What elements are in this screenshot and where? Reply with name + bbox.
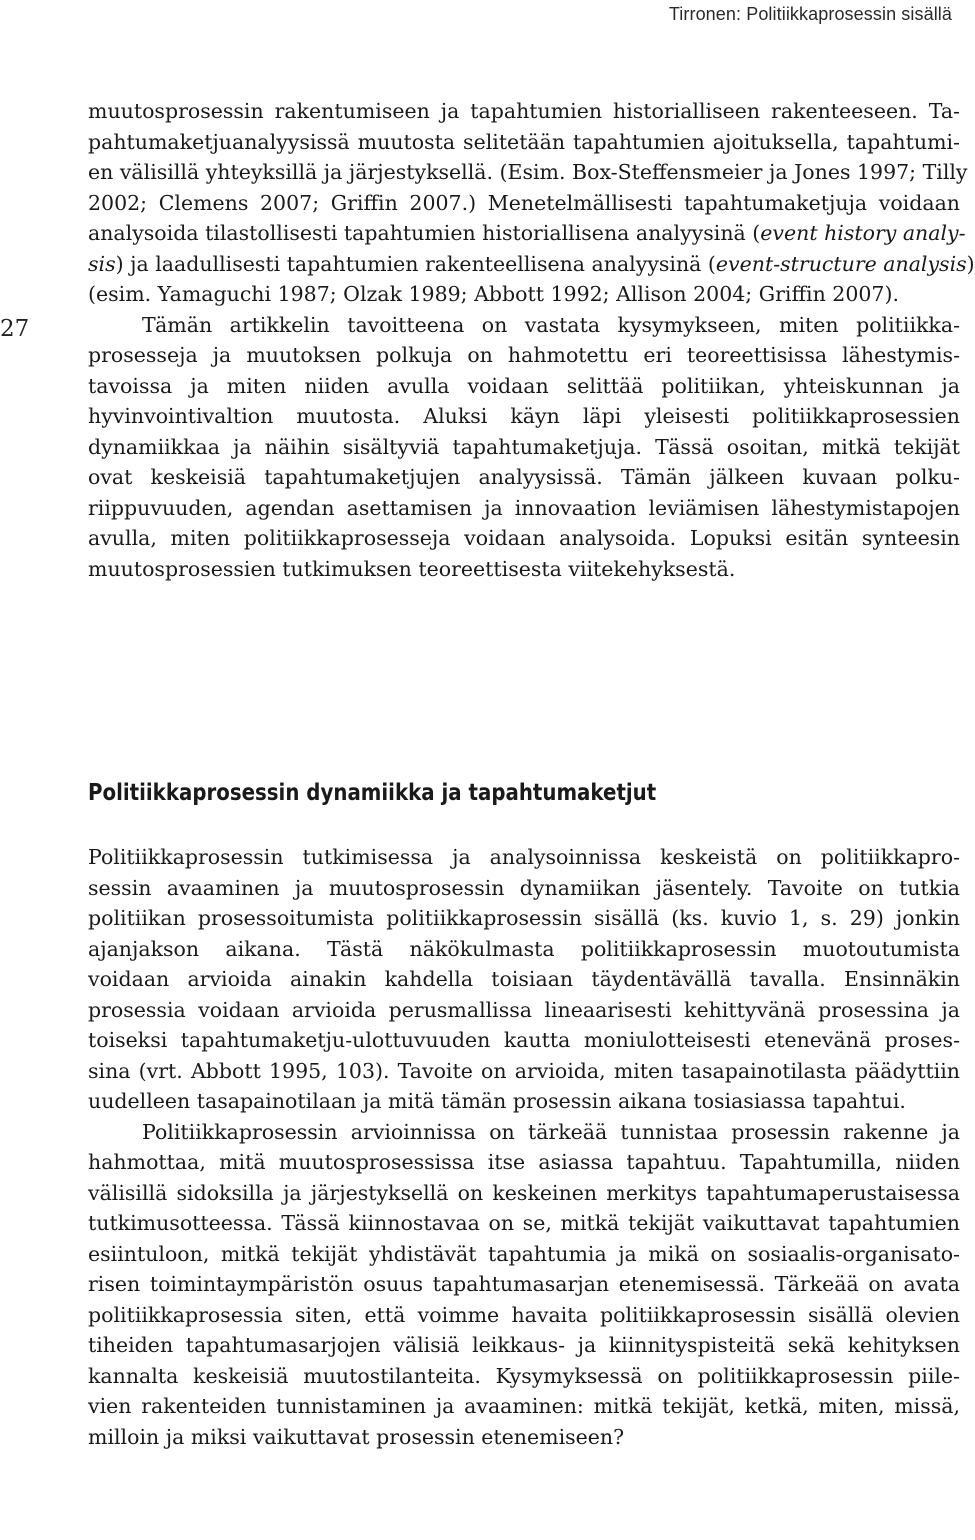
text-line: Politiikkaprosessin tutkimisessa ja analysoinnissa keskeistä on politiikkapro- [88,845,960,869]
running-header: Tirronen: Politiikkaprosessin sisällä [668,4,952,24]
text-line: Politiikkaprosessin arvioinnissa on tärkeää tunnistaa prosessin rakenne ja [142,1119,960,1144]
italic-term: event-structure analysis [715,251,967,276]
text-line: 2002; Clemens 2007; Griffin 2007.) Menetelmällisesti tapahtumaketjuja voidaan [88,190,960,215]
text-line: (esim. Yamaguchi 1987; Olzak 1989; Abbott 1992; Allison 2004; Griffin 2007). [88,282,899,306]
text-line [88,249,975,280]
text-line: toiseksi tapahtumaketju-ulottuvuuden kautta moniulotteisesti etenevänä proses- [88,1028,960,1052]
text-line: en välisillä yhteyksillä ja järjestyksellä. (Esim. Box-Steffensmeier ja Jones 1997; Tilly [88,160,968,184]
body-text-top [88,96,975,584]
section-heading: Politiikkaprosessin dynamiikka ja tapahtumaketjut [88,780,657,806]
text-line: politiikkaprosessia siten, että voimme havaita politiikkaprosessin sisällä olevien [88,1302,960,1327]
text-line: prosessia voidaan arvioida perusmallissa lineaarisesti kehittyvänä prosessina ja [88,997,960,1022]
text-line: pahtumaketjuanalyysissä muutosta selitetään tapahtumien ajoituksella, tapahtumi- [88,129,960,154]
text-line: milloin ja miksi vaikuttavat prosessin etenemiseen? [88,1424,625,1449]
text-line: esiintuloon, mitkä tekijät yhdistävät tapahtumia ja mikä on sosiaalis-organisato- [88,1241,960,1266]
text-line: riippuvuuden, agendan asettamisen ja innovaation leviämisen lähestymistapojen [88,495,960,520]
text-line: voidaan arvioida ainakin kahdella toisiaan täydentävällä tavalla. Ensinnäkin [88,967,960,991]
text-line: tiheiden tapahtumasarjojen välisiä leikkaus- ja kiinnityspisteitä sekä kehityksen [88,1333,960,1357]
text-line: Tämän artikkelin tavoitteena on vastata kysymykseen, miten politiikka- [142,312,960,337]
text-line: risen toimintaympäristön osuus tapahtumasarjan etenemisessä. Tärkeää on avata [88,1272,960,1296]
text-line: avulla, miten politiikkaprosesseja voidaan analysoida. Lopuksi esitän synteesin [88,526,960,550]
text-line: vien rakenteiden tunnistaminen ja avaaminen: mitkä tekijät, ketkä, miten, missä, [88,1394,960,1418]
text-run: analysoida tilastollisesti tapahtumien historiallisena analyysinä ( [88,221,761,245]
italic-term: sis [88,251,116,276]
text-line: kannalta keskeisiä muutostilanteita. Kysymyksessä on politiikkaprosessin piile- [88,1363,960,1388]
text-line: muutosprosessien tutkimuksen teoreettisesta viitekehyksestä. [88,556,736,581]
text-line: prosesseja ja muutoksen polkuja on hahmotettu eri teoreettisissa lähestymis- [88,343,960,367]
text-line: hahmottaa, mitä muutosprosessissa itse asiassa tapahtuu. Tapahtumilla, niiden [88,1150,960,1174]
text-line: hyvinvointivaltion muutosta. Aluksi käyn läpi yleisesti politiikkaprosessien [88,404,960,428]
text-line: muutosprosessin rakentumiseen ja tapahtumien historialliseen rakenteeseen. Ta- [88,99,960,123]
text-line: uudelleen tasapainotilaan ja mitä tämän prosessin aikana tosiasiassa tapahtui. [88,1089,906,1113]
text-line [88,218,966,249]
text-line: sina (vrt. Abbott 1995, 103). Tavoite on arvioida, miten tasapainotilasta päädyttiin [88,1058,960,1083]
text-line: ovat keskeisiä tapahtumaketjujen analyysissä. Tämän jälkeen kuvaan polku- [88,465,960,489]
text-run: ) [966,251,975,276]
text-line: tavoissa ja miten niiden avulla voidaan selittää politiikan, yhteiskunnan ja [88,373,960,398]
text-line: ajanjakson aikana. Tästä näkökulmasta politiikkaprosessin muotoutumista [88,936,960,961]
text-line: sessin avaaminen ja muutosprosessin dynamiikan jäsentely. Tavoite on tutkia [88,875,960,900]
text-run: ) ja laadullisesti tapahtumien rakenteellisena analyysinä ( [115,251,716,276]
body-text-section [88,842,960,1452]
text-line: politiikan prosessoitumista politiikkaprosessin sisällä (ks. kuvio 1, s. 29) jonkin [88,906,960,930]
text-line: dynamiikkaa ja näihin sisältyviä tapahtumaketjuja. Tässä osoitan, mitkä tekijät [88,434,960,459]
page-number: 27 [0,316,30,342]
italic-term: event history analy- [760,221,966,245]
text-line: tutkimusotteessa. Tässä kiinnostavaa on se, mitkä tekijät vaikuttavat tapahtumien [88,1211,960,1235]
text-line: välisillä sidoksilla ja järjestyksellä on keskeinen merkitys tapahtumaperustaisessa [88,1180,960,1205]
